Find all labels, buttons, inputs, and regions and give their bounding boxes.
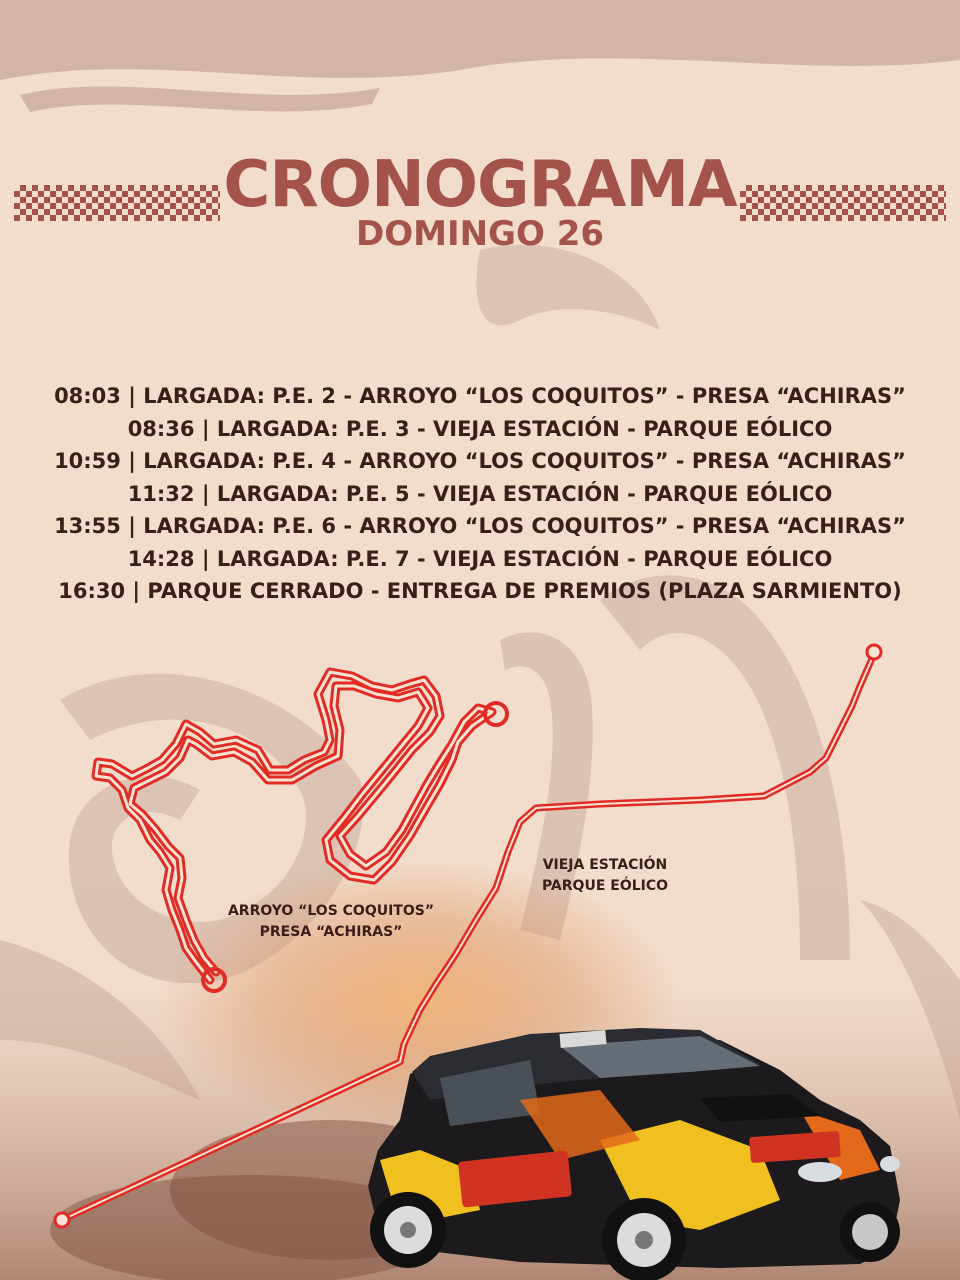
grunge-strokes [0,0,960,112]
schedule-item: 08:36 | LARGADA: P.E. 3 - VIEJA ESTACIÓN - PARQUE EÓLICO [127,416,833,441]
route-vieja-end [867,645,881,659]
route-label-line: ARROYO “LOS COQUITOS” [227,903,435,919]
route-label-vieja [510,855,700,897]
page-title: CRONOGRAMA [223,148,737,222]
schedule-item: 11:32 | LARGADA: P.E. 5 - VIEJA ESTACIÓN - PARQUE EÓLICO [127,481,833,506]
route-label-line: PARQUE EÓLICO [541,878,669,894]
schedule-item: 10:59 | LARGADA: P.E. 4 - ARROYO “LOS COQUITOS” - PRESA “ACHIRAS” [54,449,906,473]
route-label-line: PRESA “ACHIRAS” [259,924,403,940]
route-label-line: VIEJA ESTACIÓN [542,857,668,873]
schedule-item: 08:03 | LARGADA: P.E. 2 - ARROYO “LOS COQUITOS” - PRESA “ACHIRAS” [54,384,906,408]
route-vieja-start [55,1213,69,1227]
schedule-item: 13:55 | LARGADA: P.E. 6 - ARROYO “LOS COQUITOS” - PRESA “ACHIRAS” [54,514,906,538]
schedule-list [0,380,960,608]
schedule-item: 14:28 | LARGADA: P.E. 7 - VIEJA ESTACIÓN - PARQUE EÓLICO [127,546,833,571]
schedule-item: 16:30 | PARQUE CERRADO - ENTREGA DE PREMIOS (PLAZA SARMIENTO) [58,579,902,603]
route-label-arroyo [196,901,466,943]
page-subtitle: DOMINGO 26 [355,214,605,254]
